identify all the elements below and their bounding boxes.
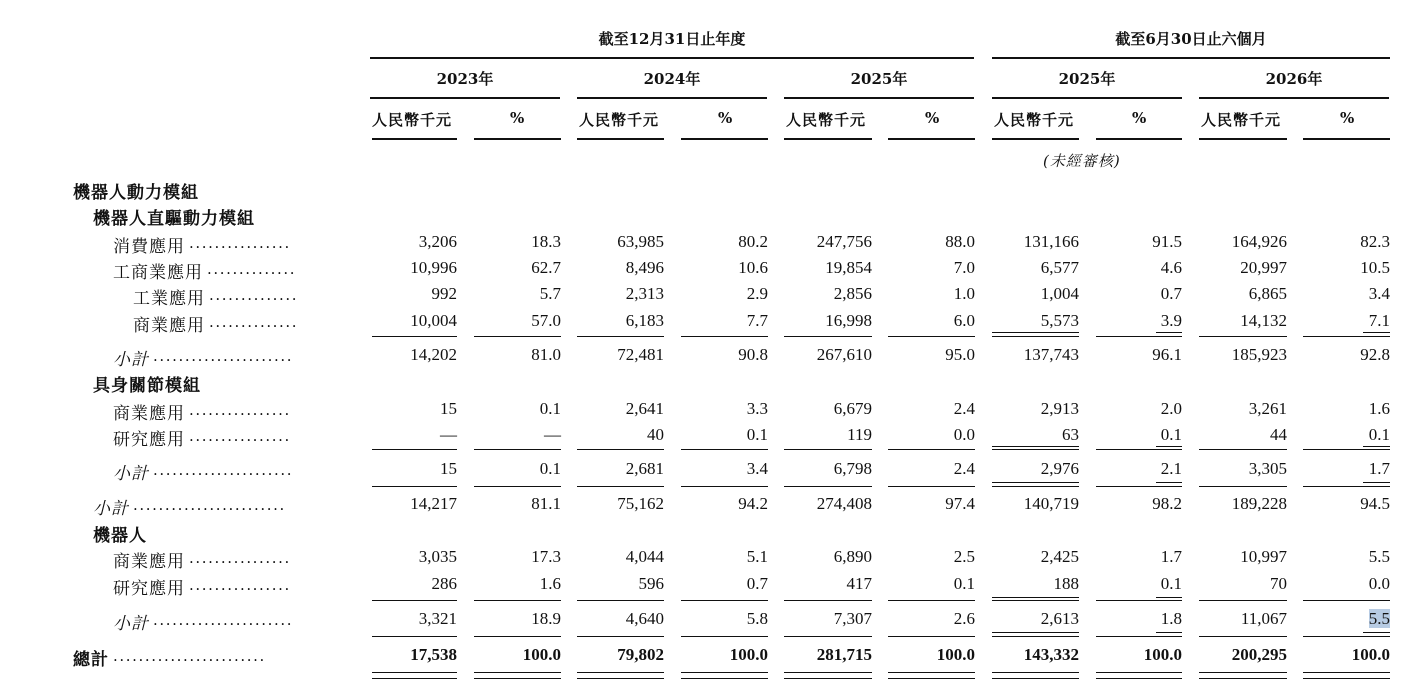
- table-cell: 15: [440, 399, 457, 418]
- table-rule: [784, 678, 872, 679]
- year-rule-4: [992, 97, 1182, 99]
- table-cell: 1.7: [1368, 459, 1390, 478]
- unit-header-3: 人民幣千元: [786, 111, 867, 129]
- table-cell: 189,228: [1231, 494, 1287, 513]
- table-cell: 18.3: [531, 232, 561, 251]
- table-cell: 6,679: [833, 399, 872, 418]
- row-leader-dots: ................: [189, 427, 291, 445]
- table-rule: [784, 486, 872, 487]
- table-cell: 94.2: [738, 494, 768, 513]
- table-rule: [474, 336, 561, 337]
- row-label: 工商業應用: [113, 263, 203, 283]
- table-cell: 80.2: [738, 232, 768, 251]
- row-label: 研究應用: [113, 579, 185, 599]
- table-rule: [1199, 672, 1287, 673]
- table-cell: 14,132: [1240, 311, 1287, 330]
- table-cell: 2,425: [1040, 547, 1079, 566]
- table-cell: 2,856: [833, 284, 872, 303]
- table-cell: 81.1: [531, 494, 561, 513]
- table-rule: [474, 678, 561, 679]
- table-cell: 5,573: [1040, 311, 1079, 330]
- table-rule: [888, 336, 975, 337]
- table-cell: 0.1: [746, 425, 768, 444]
- pct-header-1: %: [510, 109, 526, 127]
- table-rule: [888, 600, 975, 601]
- year-header-2026-h1: 2026年: [1265, 70, 1323, 88]
- table-cell: 1.6: [539, 574, 561, 593]
- table-cell: 2.4: [953, 459, 975, 478]
- table-rule: [1096, 449, 1182, 450]
- table-cell: 7,307: [833, 609, 872, 628]
- table-cell: 17,538: [410, 645, 457, 664]
- subheader-rule: [577, 138, 664, 140]
- period-header-annual: 截至12月31日止年度: [598, 30, 746, 48]
- row-label: 商業應用: [113, 404, 185, 424]
- table-cell: 2,313: [625, 284, 664, 303]
- row-leader-dots: ................: [189, 234, 291, 252]
- table-rule: [474, 449, 561, 450]
- table-rule: [992, 636, 1079, 637]
- table-cell: 1.7: [1160, 547, 1182, 566]
- table-cell: 6,577: [1040, 258, 1079, 277]
- table-rule: [784, 636, 872, 637]
- table-rule: [1199, 336, 1287, 337]
- pct-header-5: %: [1340, 109, 1356, 127]
- period-header-six-months: 截至6月30日止六個月: [1115, 30, 1267, 48]
- table-cell: 3,321: [418, 609, 457, 628]
- row-label: 小計: [113, 350, 149, 370]
- table-rule: [1156, 332, 1182, 333]
- table-rule: [992, 678, 1079, 679]
- table-cell: 5.7: [539, 284, 561, 303]
- table-cell: 2,913: [1040, 399, 1079, 418]
- table-cell: 62.7: [531, 258, 561, 277]
- table-rule: [784, 672, 872, 673]
- table-cell: 70: [1270, 574, 1287, 593]
- table-cell: 96.1: [1152, 345, 1182, 364]
- table-cell: 3.9: [1160, 311, 1182, 330]
- table-cell: 131,166: [1023, 232, 1079, 251]
- subheader-rule: [992, 138, 1079, 140]
- table-rule: [992, 449, 1079, 450]
- row-label: 消費應用: [113, 237, 185, 257]
- table-cell: 4,640: [625, 609, 664, 628]
- table-cell: 7.7: [746, 311, 768, 330]
- table-rule: [1156, 446, 1182, 447]
- row-leader-dots: ......................: [153, 347, 294, 365]
- table-cell: 188: [1053, 574, 1079, 593]
- table-rule: [1096, 636, 1182, 637]
- section-robot-power-module: 機器人動力模組: [73, 183, 199, 203]
- table-cell: 2,681: [625, 459, 664, 478]
- table-rule: [1096, 336, 1182, 337]
- table-cell: 91.5: [1152, 232, 1182, 251]
- table-cell: 7.1: [1368, 311, 1390, 330]
- row-label: 總計: [73, 650, 109, 670]
- table-cell: 7.0: [953, 258, 975, 277]
- subheader-rule: [1303, 138, 1390, 140]
- row-leader-dots: ......................: [153, 461, 294, 479]
- table-cell: 0.1: [539, 399, 561, 418]
- table-cell: 81.0: [531, 345, 561, 364]
- table-cell: 10,997: [1240, 547, 1287, 566]
- table-rule: [1156, 632, 1182, 633]
- table-cell: 3,261: [1248, 399, 1287, 418]
- table-rule: [577, 449, 664, 450]
- table-cell: 2,976: [1040, 459, 1079, 478]
- table-rule: [577, 678, 664, 679]
- table-rule: [888, 636, 975, 637]
- row-label: 工業應用: [133, 289, 205, 309]
- table-rule: [372, 636, 457, 637]
- table-cell: 2,613: [1040, 609, 1079, 628]
- table-rule: [992, 332, 1079, 333]
- row-leader-dots: ................: [189, 549, 291, 567]
- table-cell: 2.5: [953, 547, 975, 566]
- table-cell: 3.4: [746, 459, 768, 478]
- table-rule: [577, 600, 664, 601]
- table-cell: 18.9: [531, 609, 561, 628]
- table-rule: [372, 336, 457, 337]
- year-rule-5: [1199, 97, 1389, 99]
- table-rule: [372, 672, 457, 673]
- table-rule: [784, 600, 872, 601]
- table-rule: [992, 486, 1079, 487]
- table-rule: [681, 600, 768, 601]
- table-rule: [1096, 678, 1182, 679]
- row-leader-dots: ................: [189, 576, 291, 594]
- section-embodied-joint-module: 具身關節模組: [93, 376, 201, 396]
- year-header-2023: 2023年: [436, 70, 494, 88]
- table-rule: [474, 636, 561, 637]
- table-rule: [681, 486, 768, 487]
- table-rule: [577, 672, 664, 673]
- table-cell: 88.0: [945, 232, 975, 251]
- table-cell: 40: [647, 425, 664, 444]
- unit-header-5: 人民幣千元: [1201, 111, 1282, 129]
- table-cell: 100.0: [1143, 645, 1182, 664]
- table-rule: [1363, 632, 1390, 633]
- table-cell: 100.0: [729, 645, 768, 664]
- year-rule-1: [370, 97, 560, 99]
- table-rule: [992, 482, 1079, 483]
- year-header-2024: 2024年: [643, 70, 701, 88]
- table-rule: [888, 672, 975, 673]
- table-cell: —: [440, 425, 457, 444]
- table-cell: 1.8: [1160, 609, 1182, 628]
- table-rule: [1363, 332, 1390, 333]
- table-rule: [1199, 678, 1287, 679]
- header-rule-six-months: [992, 57, 1390, 59]
- table-cell: 100.0: [522, 645, 561, 664]
- table-rule: [372, 678, 457, 679]
- year-header-2025-h1: 2025年: [1058, 70, 1116, 88]
- table-cell: 0.1: [539, 459, 561, 478]
- table-cell: 79,802: [617, 645, 664, 664]
- table-cell: 0.1: [953, 574, 975, 593]
- subheader-rule: [1096, 138, 1182, 140]
- table-rule: [474, 486, 561, 487]
- year-header-2025: 2025年: [850, 70, 908, 88]
- row-label: 小計: [93, 499, 129, 519]
- table-rule: [1303, 672, 1390, 673]
- table-cell: 15: [440, 459, 457, 478]
- row-label: 小計: [113, 614, 149, 634]
- table-cell: 281,715: [816, 645, 872, 664]
- table-rule: [372, 449, 457, 450]
- table-rule: [1096, 486, 1182, 487]
- table-cell: 274,408: [816, 494, 872, 513]
- table-cell: 3,305: [1248, 459, 1287, 478]
- table-rule: [992, 597, 1079, 598]
- row-leader-dots: ........................: [113, 647, 266, 665]
- table-cell: 19,854: [825, 258, 872, 277]
- table-rule: [1303, 600, 1390, 601]
- table-rule: [577, 636, 664, 637]
- table-cell: 267,610: [816, 345, 872, 364]
- table-cell: 0.1: [1368, 425, 1390, 444]
- table-cell: 6,890: [833, 547, 872, 566]
- table-cell: 14,202: [410, 345, 457, 364]
- section-robot: 機器人: [93, 526, 147, 546]
- table-rule: [372, 486, 457, 487]
- table-cell: 97.4: [945, 494, 975, 513]
- table-rule: [474, 600, 561, 601]
- table-rule: [888, 449, 975, 450]
- table-rule: [372, 600, 457, 601]
- table-rule: [1303, 449, 1390, 450]
- table-rule: [1199, 449, 1287, 450]
- row-leader-dots: ......................: [153, 611, 294, 629]
- table-cell: 992: [431, 284, 457, 303]
- table-cell: 119: [847, 425, 872, 444]
- pct-header-2: %: [718, 109, 734, 127]
- table-cell: 0.1: [1160, 425, 1182, 444]
- table-cell: 6,865: [1248, 284, 1287, 303]
- table-rule: [888, 678, 975, 679]
- table-cell: 6.0: [953, 311, 975, 330]
- table-cell: 75,162: [617, 494, 664, 513]
- table-cell: 3.3: [746, 399, 768, 418]
- table-cell: 100.0: [936, 645, 975, 664]
- table-cell: 1.0: [953, 284, 975, 303]
- subheader-rule: [784, 138, 872, 140]
- table-rule: [1303, 678, 1390, 679]
- table-cell: 10.6: [738, 258, 768, 277]
- subheader-rule: [1199, 138, 1287, 140]
- table-rule: [784, 336, 872, 337]
- row-leader-dots: ................: [189, 401, 291, 419]
- row-label: 小計: [113, 464, 149, 484]
- table-rule: [1363, 446, 1390, 447]
- row-label: 商業應用: [133, 316, 205, 336]
- subheader-rule: [888, 138, 975, 140]
- table-cell: 140,719: [1023, 494, 1079, 513]
- table-cell: 417: [846, 574, 872, 593]
- table-cell: 4.6: [1160, 258, 1182, 277]
- table-rule: [784, 449, 872, 450]
- table-rule: [1096, 600, 1182, 601]
- table-cell: 5.1: [746, 547, 768, 566]
- row-leader-dots: ..............: [207, 260, 297, 278]
- table-rule: [1199, 486, 1287, 487]
- table-cell: 0.1: [1160, 574, 1182, 593]
- table-rule: [1363, 482, 1390, 483]
- table-cell: 98.2: [1152, 494, 1182, 513]
- subheader-rule: [681, 138, 768, 140]
- table-cell: 3,035: [418, 547, 457, 566]
- table-cell: 1,004: [1040, 284, 1079, 303]
- table-rule: [1303, 636, 1390, 637]
- unit-header-1: 人民幣千元: [372, 111, 453, 129]
- table-rule: [888, 486, 975, 487]
- subheader-rule: [474, 138, 561, 140]
- table-cell: 16,998: [825, 311, 872, 330]
- table-cell: 0.7: [1160, 284, 1182, 303]
- year-rule-2: [577, 97, 767, 99]
- row-label: 商業應用: [113, 552, 185, 572]
- table-cell: 6,183: [625, 311, 664, 330]
- table-cell: 4,044: [625, 547, 664, 566]
- table-cell: 0.0: [1368, 574, 1390, 593]
- table-cell: 90.8: [738, 345, 768, 364]
- unaudited-note: (未經審核): [1043, 152, 1121, 170]
- unit-header-2: 人民幣千元: [579, 111, 660, 129]
- row-label: 研究應用: [113, 430, 185, 450]
- table-cell: 0.0: [953, 425, 975, 444]
- table-cell: 11,067: [1240, 609, 1287, 628]
- row-leader-dots: ..............: [209, 313, 299, 331]
- table-cell: 3.4: [1368, 284, 1390, 303]
- table-cell: 10,004: [410, 311, 457, 330]
- table-cell: 200,295: [1231, 645, 1287, 664]
- table-cell: 3,206: [418, 232, 457, 251]
- table-rule: [681, 672, 768, 673]
- table-rule: [992, 632, 1079, 633]
- table-cell: [1290, 609, 1390, 629]
- pct-header-4: %: [1132, 109, 1148, 127]
- table-rule: [1199, 636, 1287, 637]
- table-rule: [577, 336, 664, 337]
- table-rule: [1199, 600, 1287, 601]
- table-cell: 17.3: [531, 547, 561, 566]
- table-rule: [992, 336, 1079, 337]
- table-rule: [992, 600, 1079, 601]
- table-cell: 6,798: [833, 459, 872, 478]
- table-cell: 14,217: [410, 494, 457, 513]
- table-cell: 0.7: [746, 574, 768, 593]
- table-cell: 20,997: [1240, 258, 1287, 277]
- table-cell: 10,996: [410, 258, 457, 277]
- pct-header-3: %: [925, 109, 941, 127]
- unit-header-4: 人民幣千元: [994, 111, 1075, 129]
- table-rule: [681, 678, 768, 679]
- row-leader-dots: ..............: [209, 286, 299, 304]
- table-cell: 137,743: [1023, 345, 1079, 364]
- header-rule-annual: [370, 57, 974, 59]
- table-rule: [992, 672, 1079, 673]
- table-rule: [992, 446, 1079, 447]
- table-rule: [681, 449, 768, 450]
- table-cell: 95.0: [945, 345, 975, 364]
- table-cell: 2.4: [953, 399, 975, 418]
- table-cell: 72,481: [617, 345, 664, 364]
- year-rule-3: [784, 97, 974, 99]
- section-direct-drive-module: 機器人直驅動力模組: [93, 209, 255, 229]
- table-rule: [1303, 486, 1390, 487]
- table-rule: [1156, 482, 1182, 483]
- table-cell: 286: [431, 574, 457, 593]
- table-rule: [1156, 597, 1182, 598]
- table-rule: [681, 636, 768, 637]
- table-cell: 2,641: [625, 399, 664, 418]
- table-cell: 94.5: [1360, 494, 1390, 513]
- table-cell: 82.3: [1360, 232, 1390, 251]
- table-cell: 57.0: [531, 311, 561, 330]
- table-cell: 2.1: [1160, 459, 1182, 478]
- table-cell: 63,985: [617, 232, 664, 251]
- table-rule: [474, 672, 561, 673]
- table-cell: 143,332: [1023, 645, 1079, 664]
- selected-cell-highlight[interactable]: 5.5: [1368, 609, 1390, 628]
- table-cell: 596: [638, 574, 664, 593]
- table-cell: 1.6: [1368, 399, 1390, 418]
- table-cell: 92.8: [1360, 345, 1390, 364]
- table-cell: 247,756: [816, 232, 872, 251]
- table-cell: 2.0: [1160, 399, 1182, 418]
- subheader-rule: [372, 138, 457, 140]
- table-cell: 100.0: [1351, 645, 1390, 664]
- table-cell: 2.9: [746, 284, 768, 303]
- table-cell: 63: [1062, 425, 1079, 444]
- row-leader-dots: ........................: [133, 496, 286, 514]
- table-cell: 44: [1270, 425, 1287, 444]
- table-cell: 10.5: [1360, 258, 1390, 277]
- table-rule: [1096, 672, 1182, 673]
- table-rule: [681, 336, 768, 337]
- table-cell: 5.8: [746, 609, 768, 628]
- table-cell: 5.5: [1368, 547, 1390, 566]
- table-cell: 8,496: [625, 258, 664, 277]
- table-cell: —: [544, 425, 561, 444]
- table-cell: 2.6: [953, 609, 975, 628]
- table-rule: [1303, 336, 1390, 337]
- table-cell: 164,926: [1231, 232, 1287, 251]
- table-cell: 185,923: [1231, 345, 1287, 364]
- table-rule: [577, 486, 664, 487]
